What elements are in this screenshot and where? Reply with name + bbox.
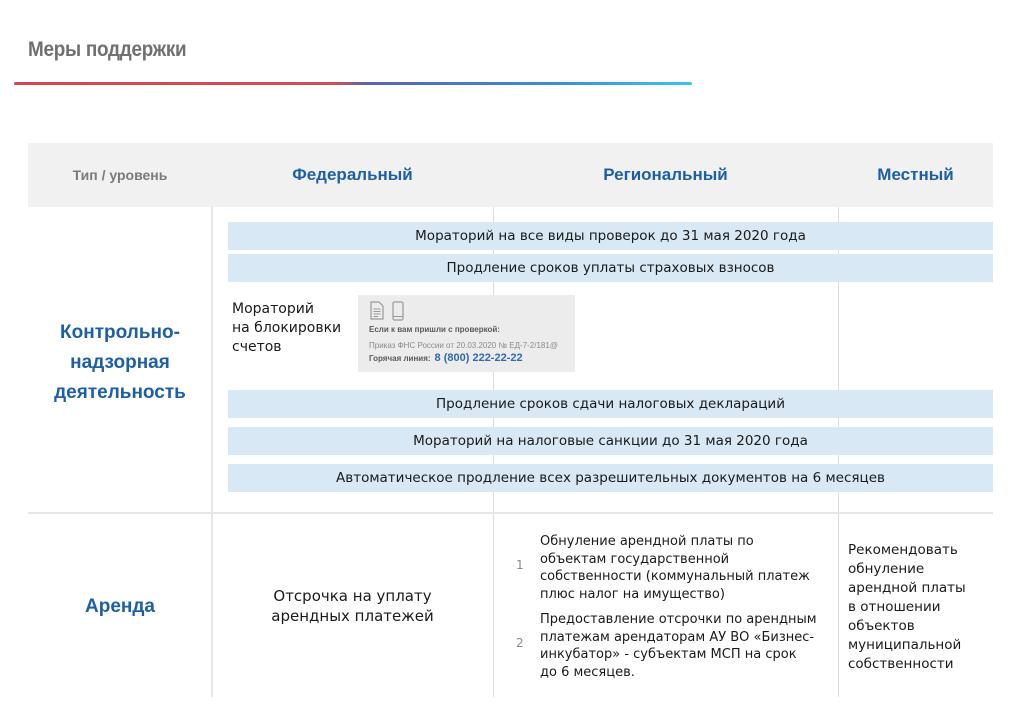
text-line: объектам государственной: [540, 551, 730, 567]
row-divider: [28, 512, 993, 514]
title-gradient-rule: [14, 82, 692, 85]
header-regional: Региональный: [603, 165, 728, 184]
text-line: объектов: [848, 618, 915, 634]
row-label-line: Контрольно-: [60, 322, 180, 343]
measure-bar: Продление сроков уплаты страховых взносов: [228, 254, 993, 282]
text-line: счетов: [232, 339, 282, 355]
text-line: на блокировки: [232, 320, 342, 336]
regional-item-number: 2: [516, 636, 524, 650]
header-federal: Федеральный: [292, 165, 413, 184]
federal-rent-deferral: [212, 586, 493, 626]
hotline: [369, 352, 523, 364]
text-line: арендных платежей: [271, 607, 434, 625]
measure-bar: Мораторий на налоговые санкции до 31 мая 2020 года: [228, 427, 993, 455]
inspection-notice-card: [358, 295, 575, 372]
text-line: платежам арендаторам АУ ВО «Бизнес-: [540, 629, 815, 645]
row-label-line: надзорная: [70, 352, 170, 373]
notice-question: Если к вам пришли с проверкой:: [369, 325, 500, 334]
text-line: плюс налог на имущество): [540, 586, 725, 602]
document-icon: [370, 301, 384, 320]
hotline-label: Горячая линия:: [369, 354, 431, 363]
row-label-control: [28, 318, 212, 408]
text-line: до 6 месяцев.: [540, 664, 635, 680]
text-line: в отношении: [848, 599, 941, 615]
text-line: Предоставление отсрочки по арендным: [540, 612, 817, 627]
text-line: Обнуление арендной платы по: [540, 534, 754, 549]
text-line: Отсрочка на уплату: [273, 587, 432, 605]
regional-item-1: [540, 533, 810, 603]
text-line: Рекомендовать: [848, 542, 958, 558]
measure-bar: Автоматическое продление всех разрешительных документов на 6 месяцев: [228, 464, 993, 492]
text-line: арендной платы: [848, 580, 966, 596]
row-label-line: деятельность: [54, 382, 186, 403]
hotline-phone[interactable]: 8 (800) 222-22-22: [434, 352, 523, 364]
table-header: [28, 143, 993, 207]
header-type-level: Тип / уровень: [72, 167, 168, 183]
regional-item-2: [540, 611, 817, 681]
text-line: собственности (коммунальный платеж: [540, 569, 810, 584]
header-local: Местный: [877, 165, 954, 184]
regional-item-number: 1: [516, 558, 524, 572]
text-line: муниципальной: [848, 637, 962, 653]
page-title: Меры поддержки: [28, 38, 187, 61]
row-label-rent: Аренда: [85, 596, 155, 617]
federal-item-account-blocking: [232, 300, 341, 357]
measure-bar: Продление сроков сдачи налоговых деклараций: [228, 390, 993, 418]
text-line: инкубатор» - субъектам МСП на срок: [540, 647, 797, 662]
notice-order: Приказ ФНС России от 20.03.2020 № ЕД-7-2/181@: [369, 341, 558, 350]
measure-bar: Мораторий на все виды проверок до 31 мая 2020 года: [228, 222, 993, 250]
text-line: собственности: [848, 656, 954, 672]
smartphone-icon: [392, 301, 404, 321]
local-rent-recommendation: [848, 541, 966, 674]
text-line: обнуление: [848, 561, 925, 577]
text-line: Мораторий: [232, 301, 314, 317]
